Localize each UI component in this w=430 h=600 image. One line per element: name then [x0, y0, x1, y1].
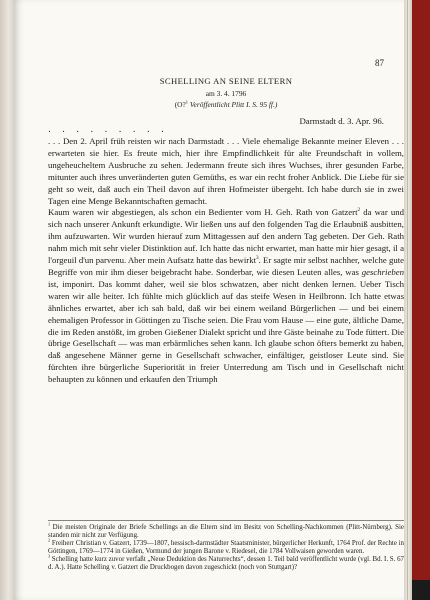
letter-title: SCHELLING AN SEINE ELTERN	[159, 76, 293, 86]
p2-emphasis: geschrieben	[361, 266, 404, 277]
source-text: Veröffentlicht Plitt I. S. 95 ff.)	[188, 100, 278, 109]
p2-part-d: ist, imponirt. Das kommt daher, weil sie blos schwatzen, aber nicht denken lernen. Ueber Tisch waren wir alle heiter. Ich fühlte mich glücklich auf das steife Wesen in Heilbronn. Ich hatte etwas ähnliches erwartet, aber ich sah bald, daß wir bei einem weiland Bürgerlichen — und bei einem ehemaligen Professor in Göttingen zu Tische seien. Die Frau vom Hause — eine gute, ältliche Dame, die im Reden anstößt, im groben Gießener Dialekt spricht und ihre Gäste beinahe zu Tode füttert. Die übrige Gesellschaft — was man erbärmliches sehen kann. Ich glaube schon öfters bemerkt zu haben, daß angesehene Männer gerne in Gesellschaft schwacher, einfältiger, geistloser Leute sind. Sie fürchten ihre bürgerliche Superiorität in freier Unterredung am Tisch und in Gesellschaft nicht behaupten zu können und erkaufen den Triumph	[48, 278, 404, 385]
footnote-divider	[48, 520, 404, 521]
paragraph-1: . . . Den 2. April früh reisten wir nach Darmstadt . . . Viele ehemalige Bekannte meiner Eleven . . . erwarteten sie hier. Es freute mich, hier ihre Empfindlichkeit für alte Freundschaft in vollem, ungeheucheltem Ausbruche zu sehen. Jedermann freute sich ihres Wuchses, ihrer gesunden Farbe, mitunter auch ihres unveränderten guten Gemüths, es war ein recht froher Anblick. Die Liebe für sie geht so weit, daß auch ein Theil davon auf ihren Hofmeister übergeht. Ich habe durch sie in zwei Tagen eine Menge Bekanntschaften gemacht.	[48, 136, 404, 206]
facing-page-edge	[0, 0, 14, 600]
footnote-text: Schelling hatte kurz zuvor verfaßt „Neue Deduktion des Naturrechts“, dessen 1. Teil bald veröffentlicht wurde (vgl. Bd. I. S. 67 d. A.). Hatte Schelling v. Gatzert die Druckbogen davon zugeschickt (noch von Stuttgart)?	[48, 556, 404, 572]
dateline: Darmstadt d. 3. Apr. 96.	[299, 116, 384, 126]
footnote-1	[48, 521, 404, 540]
p2-part-b: da war und sich nach unserer Ankunft erkundigte. Wir ließen uns auf den folgenden Tag die Erlaubniß ausbitten, ihm aufzuwarten. Wir wurden hierauf zum Mittagessen auf den andern Tag gebeten. Der Geh. Rath nahm mich mit sehr vieler Distinktion auf. Ich hatte das nicht erwartet, man hatte mir hier gesagt, il a l'orgeuil d'un parvenu. Aber mein Aufsatz hatte das bewirkt	[48, 207, 404, 266]
footnote-ref-2: 2	[357, 207, 361, 214]
footnote-text: Die meisten Originale der Briefe Schellings an die Eltern sind im Besitz von Schelling-Nachkommen (Plitt-Nürnberg). Sie standen mir nicht zur Verfügung.	[48, 524, 404, 540]
footnote-number: 1	[48, 521, 51, 527]
source-prefix: (O?	[174, 100, 186, 109]
source-footnote-ref: 1	[185, 99, 188, 105]
letter-source	[48, 100, 404, 109]
letter-body	[48, 136, 404, 386]
book-page	[14, 0, 404, 600]
letter-date: am 3. 4. 1796	[205, 89, 247, 98]
footnote-ref-3: 3	[256, 255, 259, 262]
p2-part-a: Kaum waren wir abgestiegen, als schon ein Bedienter vom H. Geh. Rath von Gatzert	[48, 207, 358, 218]
page-stack-edge	[404, 0, 412, 600]
footnote-2	[48, 537, 404, 556]
p2-part-c: . Er sagte mir selbst nachher, welche gute Begriffe von mir ihm dieser beigebracht habe. Sonderbar, wie diesen Leuten alles, was	[48, 255, 405, 277]
omission-dots: . . . . . . . . .	[48, 125, 169, 135]
page-number: 87	[375, 58, 384, 68]
paragraph-2	[48, 207, 404, 386]
footnote-3	[48, 556, 404, 572]
red-book-cover	[412, 0, 430, 580]
dark-background	[412, 580, 430, 600]
footnote-number: 2	[48, 537, 51, 543]
footnotes	[48, 521, 404, 573]
footnote-text: Freiherr Christian v. Gatzert, 1739—1807, hessisch-darmstädter Staatsminister, bürgerlicher Herkunft, 1764 Prof. der Rechte in Göttingen, 1769—1774 in Gießen, Vormund der jungen Barone v. Riedesel, die 1784 Vollwaisen geworden waren.	[48, 540, 404, 556]
footnote-number: 3	[48, 554, 51, 560]
